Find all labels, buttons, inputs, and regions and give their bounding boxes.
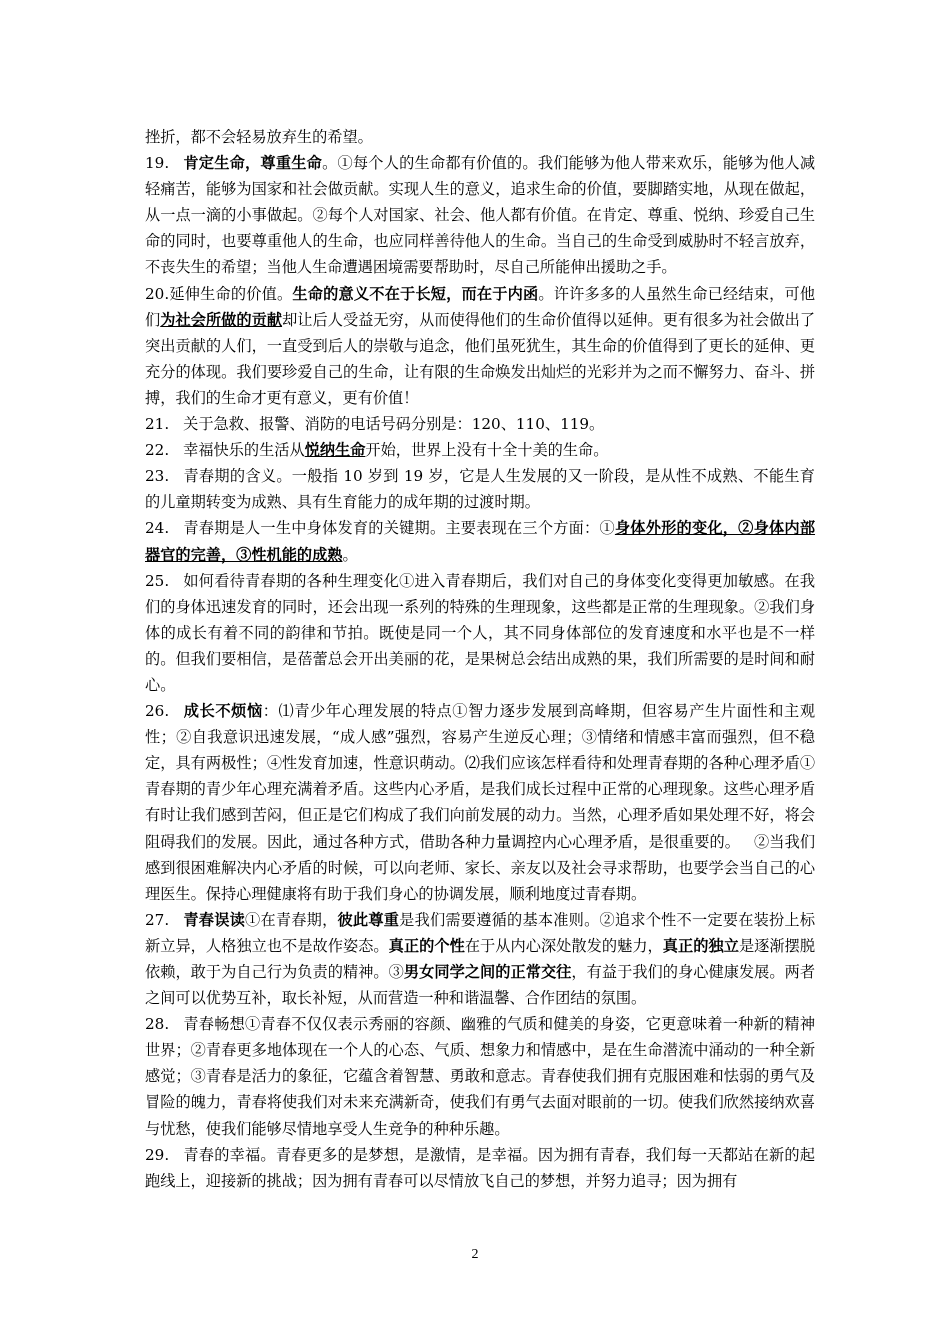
- paragraph-18-tail: 挫折，都不会轻易放弃生的希望。: [145, 128, 373, 146]
- paragraph-25: 25. 如何看待青春期的各种生理变化①进入青春期后，我们对自己的身体变化变得更加敏感。在我们的身体迅速发育的同时，还会出现一系列的特殊的生理现象，这些都是正常的生理现象。②我们身体的成长有着不同的韵律和节拍。既使是同一个人，其不同身体部位的发育速度和水平也是不一样的。但我们要相信，是蓓蕾总会开出美丽的花，是果树总会结出成熟的果，我们所需要的是时间和耐心。: [145, 571, 815, 694]
- item-number: 21.: [145, 415, 170, 434]
- emphasis-underlined: 为社会所做的贡献: [160, 310, 283, 329]
- item-number: 25.: [145, 571, 170, 590]
- paragraph-20: 20.延伸生命的价值。生命的意义不在于长短，而在于内函。许许多多的人虽然生命已经结束，可他们为社会所做的贡献却让后人受益无穷，从而使得他们的生命价值得以延伸。更有很多为社会做出了突出贡献的人们，一直受到后人的崇敬与追念，他们虽死犹生，其生命的价值得到了更长的延伸、更充分的体现。我们要珍爱自己的生命，让有限的生命焕发出灿烂的光彩并为之而不懈努力、奋斗、拼搏，我们的生命才更有意义，更有价值！: [145, 284, 816, 407]
- paragraph-26: 26. 成长不烦恼：⑴青少年心理发展的特点①智力逐步发展到高峰期，但容易产生片面性和主观性；②自我意识迅速发展，“成人感”强烈，容易产生逆反心理；③情绪和情感丰富而强烈，但不稳定，具有两极性；④性发育加速，性意识萌动。⑵我们应该怎样看待和处理青春期的各种心理矛盾①青春期的青少年心理充满着矛盾。这些内心矛盾，是我们成长过程中正常的心理现象。这些心理矛盾有时让我们感到苦闷，但正是它们构成了我们向前发展的动力。当然，心理矛盾如果处理不好，将会阻碍我们的发展。因此，通过各种方式，借助各种力量调控内心心理矛盾，是很重要的。 ②当我们感到很困难解决内心矛盾的时候，可以向老师、家长、亲友以及社会寻求帮助，也要学会当自己的心理医生。保持心理健康将有助于我们身心的协调发展，顺利地度过青春期。: [145, 702, 816, 903]
- emphasis: 彼此尊重: [337, 910, 400, 929]
- item-title: 青春误读: [183, 910, 246, 929]
- item-title: 成长不烦恼: [183, 702, 263, 721]
- item-number: 24.: [145, 519, 170, 538]
- item-number: 23.: [145, 467, 170, 486]
- paragraph-23: 23. 青春期的含义。一般指 10 岁到 19 岁，它是人生发展的又一阶段，是从性不成熟、不能生育的儿童期转变为成熟、具有生育能力的成年期的过渡时期。: [145, 467, 815, 512]
- item-number: 20.: [145, 284, 170, 303]
- page-number: 2: [471, 1247, 479, 1262]
- paragraph-24: 24. 青春期是人一生中身体发育的关键期。主要表现在三个方面：①身体外形的变化，②身体内部器官的完善，③性机能的成熟。: [145, 519, 816, 564]
- paragraph-22: 22. 幸福快乐的生活从悦纳生命开始，世界上没有十全十美的生命。: [145, 441, 609, 460]
- emphasis: 真正的独立: [662, 936, 739, 955]
- emphasis-underlined: 悦纳生命: [304, 441, 366, 460]
- paragraph-21: 21. 关于急救、报警、消防的电话号码分别是：120、110、119。: [145, 415, 605, 434]
- paragraph-28: 28. 青春畅想①青春不仅仅表示秀丽的容颜、幽雅的气质和健美的身姿，它更意味着一种新的精神世界；②青春更多地体现在一个人的心态、气质、想象力和情感中，是在生命潜流中涌动的一种全新感觉；③青春是活力的象征，它蕴含着智慧、勇敢和意志。青春使我们拥有克服困难和怯弱的勇气及冒险的魄力，青春将使我们对未来充满新奇，使我们有勇气去面对眼前的一切。使我们欣然接纳欢喜与忧愁，使我们能够尽情地享受人生竞争的种种乐趣。: [145, 1015, 815, 1138]
- item-number: 27.: [145, 910, 170, 929]
- emphasis-underlined: 身体外形的变化，②身体内部器官的完善，③性机能的成熟: [145, 519, 816, 564]
- item-number: 22.: [145, 441, 170, 460]
- paragraph-19: 19. 肯定生命，尊重生命。①每个人的生命都有价值的。我们能够为他人带来欢乐，能够为他人减轻痛苦，能够为国家和社会做贡献。实现人生的意义，追求生命的价值，要脚踏实地，从现在做起，从一点一滴的小事做起。②每个人对国家、社会、他人都有价值。在肯定、尊重、悦纳、珍爱自己生命的同时，也要尊重他人的生命，也应同样善待他人的生命。当自己的生命受到威胁时不轻言放弃，不丧失生的希望；当他人生命遭遇困境需要帮助时，尽自己所能伸出援助之手。: [145, 154, 816, 277]
- paragraph-27: 27. 青春误读①在青春期，彼此尊重是我们需要遵循的基本准则。②追求个性不一定要在装扮上标新立异，人格独立也不是故作姿态。真正的个性在于从内心深处散发的魅力，真正的独立是逐渐摆脱依赖，敢于为自己行为负责的精神。③男女同学之间的正常交往，有益于我们的身心健康发展。两者之间可以优势互补，取长补短，从而营造一种和谐温馨、合作团结的氛围。: [145, 910, 816, 1008]
- emphasis: 真正的个性: [388, 936, 465, 955]
- item-title: 肯定生命，尊重生命: [183, 154, 323, 173]
- paragraph-29: 29. 青春的幸福。青春更多的是梦想，是激情，是幸福。因为拥有青春，我们每一天都站在新的起跑线上，迎接新的挑战；因为拥有青春可以尽情放飞自己的梦想，并努力追寻；因为拥有: [145, 1145, 815, 1190]
- item-number: 28.: [145, 1015, 170, 1034]
- item-number: 19.: [145, 154, 170, 173]
- item-number: 29.: [145, 1145, 170, 1164]
- item-number: 26.: [145, 702, 170, 721]
- emphasis: 生命的意义不在于长短，而在于内函: [292, 284, 539, 303]
- emphasis: 男女同学之间的正常交往: [403, 963, 572, 981]
- body-text: [145, 124, 815, 1194]
